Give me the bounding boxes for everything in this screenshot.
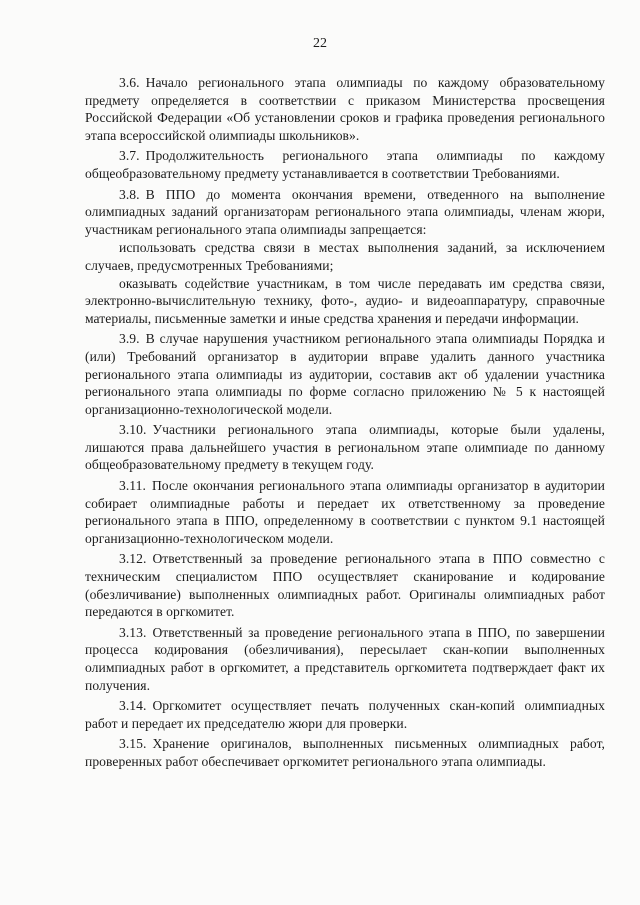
paragraph-number: 3.6.	[119, 75, 140, 90]
paragraph-number: 3.14.	[119, 698, 147, 714]
paragraph-text: В ППО до момента окончания времени, отведенного на выполнение олимпиадных заданий организаторам регионального этапа олимпиады, членам жюри, участникам регионального этапа олимпиады запрещается:	[85, 186, 605, 237]
paragraph-number: 3.15.	[119, 736, 147, 752]
paragraph-3-13	[85, 624, 605, 694]
paragraph-3-15	[85, 735, 605, 770]
paragraph-text: Участники регионального этапа олимпиады, которые были удалены, лишаются права дальнейшего участия в региональном этапе олимпиаде по данному общеобразовательному предмету в текущем году.	[85, 422, 605, 473]
paragraph-text: Ответственный за проведение регионального этапа в ППО совместно с техническим специалистом ППО осуществляет сканирование и кодирование (обезличивание) выполненных олимпиадных работ. Оригиналы олимпиадных работ передаются в оргкомитет.	[85, 551, 605, 620]
paragraph-3-7	[85, 147, 605, 182]
paragraph-3-8-item-1	[85, 239, 605, 274]
paragraph-text: Продолжительность регионального этапа олимпиады по каждому общеобразовательному предмету устанавливается в соответствии Требованиями.	[85, 148, 605, 181]
paragraph-text: Оргкомитет осуществляет печать полученных скан-копий олимпиадных работ и передает их председателю жюри для проверки.	[85, 698, 605, 731]
paragraph-3-10	[85, 421, 605, 474]
paragraph-number: 3.9.	[119, 331, 140, 347]
paragraph-text: использовать средства связи в местах выполнения заданий, за исключением случаев, предусмотренных Требованиями;	[85, 240, 605, 273]
paragraph-text: В случае нарушения участником регионального этапа олимпиады Порядка и (или) Требований организатор в аудитории вправе удалить данного участника регионального этапа олимпиады из аудитории, составив акт об удалении участника регионального этапа олимпиады по форме согласно приложению № 5 к настоящей организационно-технологической модели.	[85, 331, 605, 417]
paragraph-number: 3.11.	[119, 478, 146, 494]
paragraph-3-8-item-2	[85, 275, 605, 328]
paragraph-3-11	[85, 477, 605, 547]
paragraph-text: Ответственный за проведение регионального этапа в ППО, по завершении процесса кодирования (обезличивания), пересылает скан-копии выполненных олимпиадных работ в оргкомитет, а представитель оргкомитета подтверждает факт их получения.	[85, 624, 605, 693]
paragraph-3-6	[85, 74, 605, 144]
paragraph-3-9	[85, 330, 605, 418]
page-number: 22	[313, 36, 327, 51]
paragraph-text: оказывать содействие участникам, в том числе передавать им средства связи, электронно-вычислительную технику, фото-, аудио- и видеоаппаратуру, справочные материалы, письменные заметки и иные средства хранения и передачи информации.	[85, 275, 605, 326]
paragraph-text: После окончания регионального этапа олимпиады организатор в аудитории собирает олимпиадные работы и передает их ответственному за проведение регионального этапа в ППО, определенному в соответствии с пунктом 9.1 настоящей организационно-технологическом модели.	[85, 478, 605, 546]
paragraph-3-12	[85, 550, 605, 620]
paragraph-number: 3.7.	[119, 148, 140, 164]
paragraph-number: 3.13.	[119, 624, 147, 640]
document-body	[85, 74, 605, 774]
paragraph-text: Начало регионального этапа олимпиады по каждому образовательному предмету определяется в соответствии с приказом Министерства просвещения Российской Федерации «Об установлении сроков и графика проведения регионального этапа всероссийской олимпиады школьников».	[85, 75, 605, 143]
paragraph-text: Хранение оригиналов, выполненных письменных олимпиадных работ, проверенных работ обеспечивает оргкомитет регионального этапа олимпиады.	[85, 736, 605, 769]
paragraph-number: 3.12.	[119, 551, 147, 567]
paragraph-3-8	[85, 186, 605, 239]
paragraph-3-14	[85, 697, 605, 732]
paragraph-number: 3.10.	[119, 422, 147, 438]
paragraph-number: 3.8.	[119, 186, 140, 202]
